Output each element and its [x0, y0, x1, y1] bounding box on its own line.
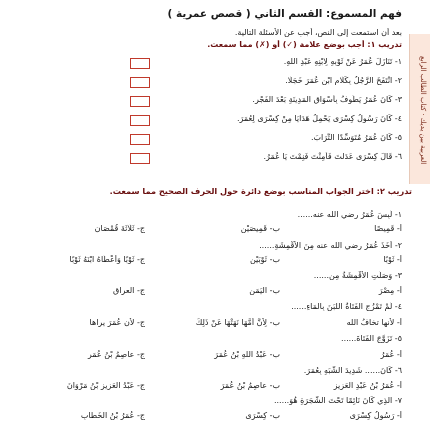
option-a[interactable]: أ- قَمِيصًا: [374, 224, 402, 233]
option-a[interactable]: أ- عُمَرُ: [380, 350, 402, 359]
option-c[interactable]: ج- عاصِمُ بْنُ عُمَر: [87, 350, 145, 359]
question-text: ٧- الَّذِي كَانَ نَائِمًا تَحْتَ الشَّجَرَةِ هُوَ......: [273, 396, 402, 405]
drill1-statement: ٦- قَالَ كِسْرَى عَدَلْتَ فَأَمِنْتَ فَنِمْتَ يَا عُمَرُ.: [263, 152, 402, 161]
option-c[interactable]: ج- ثَوْبًا وَأَعْطَاهُ ابْنَهُ ثَوْبًا: [69, 255, 145, 264]
question-text: ٥- تَزَوَّجَ الْفَتَاةَ......: [341, 334, 402, 343]
option-a[interactable]: أ- لأنها تخافُ الله: [346, 318, 402, 327]
option-a[interactable]: أ- رَسُولُ كِسْرَى: [349, 411, 402, 420]
option-c[interactable]: ج- لأن عُمَرَ يراها: [89, 318, 145, 327]
option-c[interactable]: ج- ثَلَاثَةَ قُمْصَانٍ: [94, 224, 145, 233]
question-text: ١- لَبِسَ عُمَرُ رضي الله عنه......: [297, 210, 402, 219]
option-a[interactable]: أ- عُمَرُ بْنُ عَبْدِ الْعَزِيزِ: [333, 381, 402, 390]
answer-checkbox[interactable]: [130, 58, 150, 69]
answer-checkbox[interactable]: [130, 77, 150, 88]
option-b[interactable]: ب- كِسْرَى: [245, 411, 280, 420]
question-text: ٣- وَصَلَتِ الْأَقْمِشَةُ مِن......: [313, 271, 402, 280]
answer-checkbox[interactable]: [130, 96, 150, 107]
drill1-statement: ٣- كَانَ عُمَرُ يَطُوفُ بِأَسْوَاقِ الْمَدِينَةِ بَعْدَ الْفَجْرِ.: [252, 95, 402, 104]
option-c[interactable]: ج- عُمَرُ بْنُ الْخَطَّابِ: [80, 411, 145, 420]
instruction-text: بعد أن استمعت إلى النص، أجب عن الأسئلة التالية.: [234, 28, 402, 37]
option-a[interactable]: أ- ثَوْبًا: [383, 255, 402, 264]
drill1-statement: ١- تَنَازَلَ عُمَرُ عَنْ ثَوْبِهِ لِابْنِهِ عَبْدِ اللهِ.: [283, 57, 402, 66]
answer-checkbox[interactable]: [130, 134, 150, 145]
side-book-title: العربية بين يديك · كتاب الطالب الرابع: [419, 55, 427, 165]
drill1-statement: ٤- كَانَ رَسُولُ كِسْرَى يَحْمِلُ هَدَايَا مِنْ كِسْرَى لِعُمَرَ.: [236, 114, 402, 123]
question-text: ٤- لَمْ تَمْزُجِ الْفَتَاةُ اللَّبَنَ بِالْمَاءِ......: [291, 302, 402, 311]
option-a[interactable]: أ- مِصْرَ: [378, 286, 402, 295]
answer-checkbox[interactable]: [130, 153, 150, 164]
option-b[interactable]: ب- عاصِمُ بْنُ عُمَرَ: [220, 381, 280, 390]
answer-checkbox[interactable]: [130, 115, 150, 126]
option-c[interactable]: ج- عَبْدُ الْعَزِيزِ بْنُ مَرْوَانَ: [66, 381, 145, 390]
drill1-statement: ٢- انْتَفَخَ الرَّجُلُ بِكَلَامِ ابْنِ عُمَرَ خَجَلًا.: [285, 76, 402, 85]
option-b[interactable]: ب- ثَوْبَيْنِ: [249, 255, 280, 264]
drill1-statement: ٥- كَانَ عُمَرُ مُتَوَسِّدًا التُّرَابَ.: [310, 133, 402, 142]
question-text: ٢- أَخَذَ عُمَرُ رضي الله عنه مِنَ الْأَقْمِشَةِ......: [259, 241, 402, 250]
option-c[interactable]: ج- العراق: [113, 286, 145, 295]
drill1-label: تدريب ١: أجب بوضع علامة (✓) أو (✗) مما سمعت.: [207, 40, 402, 49]
drill2-label: تدريب ٢: اختر الجواب المناسب بوضع دائرة حول الحرف الصحيح مما سمعت.: [109, 186, 412, 196]
option-b[interactable]: ب- عَبْدُ اللهِ بْنُ عُمَرَ: [214, 350, 280, 359]
option-b[interactable]: ب- قَمِيصَيْنِ: [240, 224, 280, 233]
question-text: ٦- كَانَ...... شَدِيدَ الشَّبَهِ بِعُمَرَ.: [303, 366, 402, 375]
page-title: فهم المسموع: القسم الثاني ( قصص عمرية ): [167, 8, 402, 20]
option-b[interactable]: ب- الْيَمَنِ: [249, 286, 280, 295]
option-b[interactable]: ب- لِأَنَّ أُمَّهَا نَهَتْهَا عَنْ ذَلِكَ: [195, 318, 280, 327]
